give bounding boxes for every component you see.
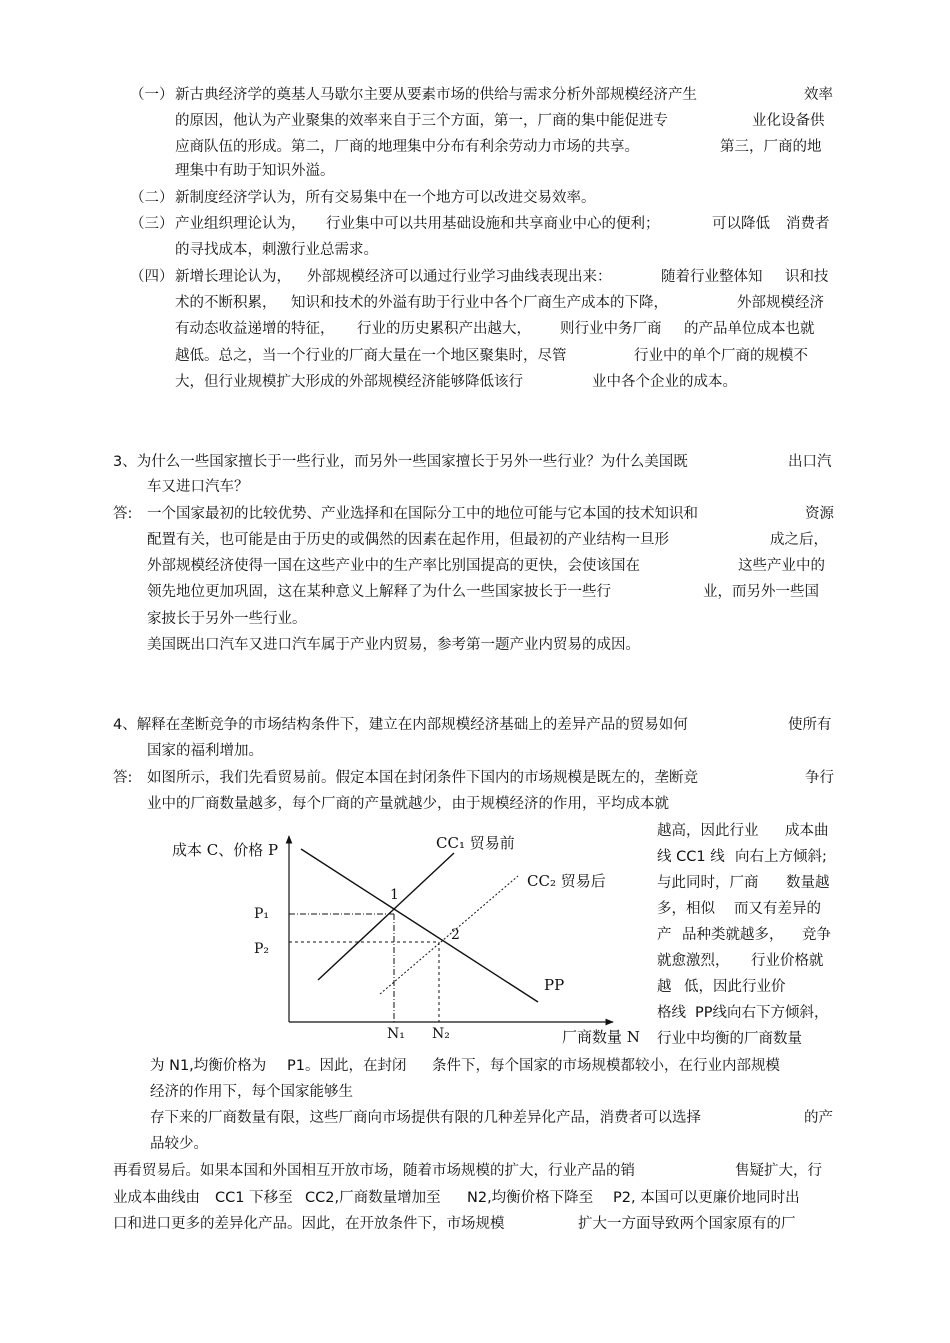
item-3-line-1a: 产业组织理论认为， bbox=[175, 216, 306, 232]
item-4-line-3b: 行业的历史累积产出越大， bbox=[357, 321, 531, 337]
x-axis-label: 厂商数量 N bbox=[562, 1028, 640, 1046]
q4-answer-line-1b: 争行 bbox=[805, 770, 834, 786]
q4-answer-line-2: 业中的厂商数量越多，每个厂商的产量就越少，由于规模经济的作用，平均成本就 bbox=[147, 796, 669, 812]
side-line-3b: 数量越 bbox=[786, 875, 830, 891]
q4-bottom-line-1c: 条件下，每个国家的市场规模都较小，在行业内部规模 bbox=[432, 1058, 780, 1074]
q4-bottom-line-1b: P1。因此，在封闭 bbox=[287, 1058, 407, 1074]
side-line-6a: 就愈激烈， bbox=[657, 953, 730, 969]
item-1-line-1b: 效率 bbox=[804, 87, 833, 103]
item-1-line-4: 理集中有助于知识外溢。 bbox=[175, 163, 335, 179]
side-line-8b: PP线向右下方倾斜， bbox=[695, 1005, 829, 1021]
q3-answer-line-4: 领先地位更加巩固，这在某种意义上解释了为什么一些国家披长于一些行 bbox=[147, 584, 611, 600]
p2-label: P₂ bbox=[254, 941, 270, 957]
trade-after-line-2e: P2, 本国可以更廉价地同时出 bbox=[613, 1190, 800, 1206]
item-4-line-1d: 识和技 bbox=[785, 269, 829, 285]
item-4-label: （四） bbox=[130, 269, 174, 285]
p1-label: P₁ bbox=[254, 906, 270, 922]
trade-after-line-1b: 售疑扩大，行 bbox=[735, 1163, 822, 1179]
q4-bottom-line-1a: 为 N1,均衡价格为 bbox=[150, 1058, 267, 1074]
trade-after-line-2a: 业成本曲线由 bbox=[113, 1190, 200, 1206]
side-line-1a: 越高，因此行业 bbox=[657, 823, 759, 839]
n2-label: N₂ bbox=[432, 1026, 450, 1042]
trade-after-line-2d: N2,均衡价格下降至 bbox=[467, 1190, 594, 1206]
side-line-5a: 产 bbox=[657, 927, 672, 943]
item-1-line-2: 的原因，他认为产业聚集的效率来自于三个方面，第一，厂商的集中能促进专 bbox=[175, 113, 668, 129]
item-4-line-5a: 大，但行业规模扩大形成的外部规模经济能够降低该行 bbox=[175, 374, 523, 390]
q4-bottom-line-4: 品较少。 bbox=[150, 1136, 208, 1152]
item-1-label: （一） bbox=[130, 87, 174, 103]
item-1-line-1: 新古典经济学的奠基人马歇尔主要从要素市场的供给与需求分析外部规模经济产生 bbox=[175, 87, 697, 103]
q4-bottom-line-2: 经济的作用下，每个国家能够生 bbox=[150, 1084, 353, 1100]
q3-question-line-1b: 出口汽 bbox=[788, 454, 832, 470]
q4-question-line-1b: 使所有 bbox=[788, 717, 832, 733]
n1-label: N₁ bbox=[387, 1026, 405, 1042]
side-line-7b: 低，因此行业价 bbox=[684, 979, 786, 995]
cc1-label: CC₁ 贸易前 bbox=[436, 834, 515, 852]
item-4-line-1b: 外部规模经济可以通过行业学习曲线表现出来： bbox=[307, 269, 612, 285]
q3-answer-line-2b: 成之后， bbox=[770, 532, 828, 548]
side-line-3a: 与此同时，厂商 bbox=[657, 875, 759, 891]
q3-answer-line-4b: 业，而另外一些国 bbox=[703, 584, 819, 600]
item-1-line-3b: 第三，厂商的地 bbox=[720, 139, 822, 155]
item-4-line-4a: 越低。总之，当一个行业的厂商大量在一个地区聚集时，尽管 bbox=[175, 348, 567, 364]
side-line-5c: 竞争 bbox=[802, 927, 831, 943]
item-4-line-4b: 行业中的单个厂商的规模不 bbox=[634, 348, 808, 364]
q4-bottom-line-3b: 的产 bbox=[804, 1110, 833, 1126]
point-1-label: 1 bbox=[390, 887, 399, 903]
side-line-5b: 品种类就越多， bbox=[682, 927, 784, 943]
side-line-2a: 线 CC1 线 bbox=[657, 849, 725, 865]
item-4-line-2a: 术的不断积累， bbox=[175, 295, 277, 311]
trade-after-line-2b: CC1 下移至 bbox=[215, 1190, 293, 1206]
q4-question-line-1: 4、解释在垄断竞争的市场结构条件下，建立在内部规模经济基础上的差异产品的贸易如何 bbox=[113, 717, 688, 733]
item-4-line-3a: 有动态收益递增的特征， bbox=[175, 321, 335, 337]
item-4-line-2c: 外部规模经济 bbox=[737, 295, 824, 311]
item-4-line-3d: 的产品单位成本也就 bbox=[684, 321, 815, 337]
item-4-line-3c: 则行业中务厂商 bbox=[560, 321, 662, 337]
trade-after-line-1: 再看贸易后。如果本国和外国相互开放市场，随着市场规模的扩大，行业产品的销 bbox=[113, 1163, 635, 1179]
item-3-line-1b: 行业集中可以共用基础设施和共享商业中心的便利； bbox=[326, 216, 660, 232]
item-3-line-1c: 可以降低 bbox=[712, 216, 770, 232]
item-4-line-5b: 业中各个企业的成本。 bbox=[592, 374, 737, 390]
q4-question-line-2: 国家的福利增加。 bbox=[147, 743, 263, 759]
y-axis-label: 成本 C、价格 P bbox=[172, 841, 279, 859]
pp-curve bbox=[301, 849, 538, 1002]
q3-question-line-1: 3、为什么一些国家擅长于一些行业，而另外一些国家擅长于另外一些行业？为什么美国既 bbox=[113, 454, 688, 470]
item-2-line-1: 新制度经济学认为，所有交易集中在一个地方可以改进交易效率。 bbox=[175, 190, 596, 206]
point-2-label: 2 bbox=[451, 927, 460, 943]
item-3-line-1d: 消费者 bbox=[786, 216, 830, 232]
q3-question-line-2: 车又进口汽车？ bbox=[147, 479, 249, 495]
side-line-6b: 行业价格就 bbox=[751, 953, 824, 969]
q3-answer-line-1b: 资源 bbox=[805, 506, 834, 522]
item-3-line-2: 的寻找成本，刺激行业总需求。 bbox=[175, 242, 378, 258]
item-1-line-3: 应商队伍的形成。第二，厂商的地理集中分布有利余劳动力市场的共享。 bbox=[175, 139, 639, 155]
item-4-line-2b: 知识和技术的外溢有助于行业中各个厂商生产成本的下降， bbox=[291, 295, 668, 311]
q3-answer-label: 答: bbox=[113, 506, 133, 522]
cost-price-figure bbox=[158, 828, 663, 1058]
item-4-line-1c: 随着行业整体知 bbox=[661, 269, 763, 285]
q4-answer-line-1: 如图所示，我们先看贸易前。假定本国在封闭条件下国内的市场规模是既左的，垄断竞 bbox=[147, 770, 698, 786]
q3-answer-line-3b: 这些产业中的 bbox=[738, 558, 825, 574]
side-line-1b: 成本曲 bbox=[785, 823, 829, 839]
pp-label: PP bbox=[544, 976, 565, 994]
side-line-7a: 越 bbox=[657, 979, 672, 995]
q3-answer-line-5: 家披长于另外一些行业。 bbox=[147, 611, 307, 627]
side-line-4a: 多，相似 bbox=[657, 901, 715, 917]
item-4-line-1a: 新增长理论认为， bbox=[175, 269, 291, 285]
item-1-line-2b: 业化设备供 bbox=[752, 113, 825, 129]
cc2-label: CC₂ 贸易后 bbox=[527, 872, 606, 890]
side-line-8a: 格线 bbox=[657, 1005, 686, 1021]
item-3-label: （三） bbox=[130, 216, 174, 232]
cc1-curve bbox=[318, 853, 454, 980]
q3-answer-line-1: 一个国家最初的比较优势、产业选择和在国际分工中的地位可能与它本国的技术知识和 bbox=[147, 506, 698, 522]
side-line-9: 行业中均衡的厂商数量 bbox=[657, 1031, 802, 1047]
q4-answer-label: 答: bbox=[113, 770, 133, 786]
q4-bottom-line-3: 存下来的厂商数量有限，这些厂商向市场提供有限的几种差异化产品，消费者可以选择 bbox=[150, 1110, 701, 1126]
item-2-label: （二） bbox=[130, 190, 174, 206]
side-line-4b: 而又有差异的 bbox=[734, 901, 821, 917]
q3-answer-line-2: 配置有关，也可能是由于历史的或偶然的因素在起作用，但最初的产业结构一旦形 bbox=[147, 532, 669, 548]
trade-after-line-3b: 扩大一方面导致两个国家原有的厂 bbox=[578, 1216, 796, 1232]
q3-answer-line-3: 外部规模经济使得一国在这些产业中的生产率比别国提高的更快，会使该国在 bbox=[147, 558, 640, 574]
trade-after-line-2c: CC2,厂商数量增加至 bbox=[305, 1190, 441, 1206]
trade-after-line-3a: 口和进口更多的差异化产品。因此，在开放条件下，市场规模 bbox=[113, 1216, 505, 1232]
q3-answer-line-6: 美国既出口汽车又进口汽车属于产业内贸易，参考第一题产业内贸易的成因。 bbox=[147, 637, 640, 653]
side-line-2b: 向右上方倾斜; bbox=[735, 849, 827, 865]
